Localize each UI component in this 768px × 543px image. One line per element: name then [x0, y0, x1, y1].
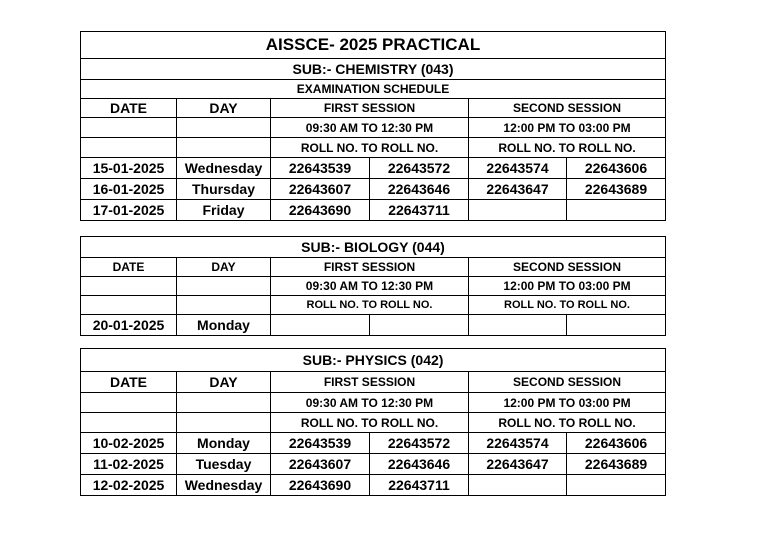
second-session-from-cell: 22643647 — [469, 454, 567, 475]
empty-cell — [81, 393, 177, 413]
physics-subject-title: SUB:- PHYSICS (042) — [81, 349, 666, 372]
date-cell: 20-01-2025 — [81, 315, 177, 336]
day-cell: Friday — [177, 200, 271, 221]
empty-cell — [81, 277, 177, 296]
second-session-to-cell: 22643689 — [567, 454, 666, 475]
first-session-from-cell: 22643607 — [271, 454, 370, 475]
first-session-from-cell: 22643607 — [271, 179, 370, 200]
first-session-header: FIRST SESSION — [271, 258, 469, 277]
empty-cell — [177, 118, 271, 138]
first-session-from-cell: 22643539 — [271, 158, 370, 179]
first-session-time: 09:30 AM TO 12:30 PM — [271, 118, 469, 138]
second-session-header: SECOND SESSION — [469, 99, 666, 118]
second-session-to-cell — [567, 475, 666, 496]
date-cell: 11-02-2025 — [81, 454, 177, 475]
table-row — [81, 454, 666, 475]
physics-schedule-table — [80, 348, 666, 496]
table-row — [81, 179, 666, 200]
second-session-to-cell: 22643606 — [567, 433, 666, 454]
date-header: DATE — [81, 372, 177, 393]
first-session-from-cell: 22643539 — [271, 433, 370, 454]
day-header: DAY — [177, 99, 271, 118]
chemistry-schedule-table — [80, 31, 666, 221]
empty-cell — [177, 296, 271, 315]
second-session-roll-label: ROLL NO. TO ROLL NO. — [469, 138, 666, 158]
date-header: DATE — [81, 258, 177, 277]
empty-cell — [81, 413, 177, 433]
empty-cell — [177, 277, 271, 296]
date-cell: 12-02-2025 — [81, 475, 177, 496]
first-session-from-cell — [271, 315, 370, 336]
date-cell: 17-01-2025 — [81, 200, 177, 221]
first-session-to-cell: 22643711 — [370, 475, 469, 496]
table-row — [81, 158, 666, 179]
first-session-roll-label: ROLL NO. TO ROLL NO. — [271, 296, 469, 315]
date-header: DATE — [81, 99, 177, 118]
schedule-label: EXAMINATION SCHEDULE — [81, 80, 666, 99]
second-session-to-cell — [567, 315, 666, 336]
second-session-from-cell — [469, 475, 567, 496]
empty-cell — [81, 138, 177, 158]
first-session-to-cell: 22643572 — [370, 433, 469, 454]
day-cell: Monday — [177, 315, 271, 336]
first-session-to-cell: 22643646 — [370, 454, 469, 475]
day-header: DAY — [177, 258, 271, 277]
first-session-time: 09:30 AM TO 12:30 PM — [271, 277, 469, 296]
table-row — [81, 200, 666, 221]
first-session-to-cell: 22643572 — [370, 158, 469, 179]
first-session-header: FIRST SESSION — [271, 99, 469, 118]
second-session-roll-label: ROLL NO. TO ROLL NO. — [469, 413, 666, 433]
second-session-header: SECOND SESSION — [469, 372, 666, 393]
table-row — [81, 433, 666, 454]
day-cell: Wednesday — [177, 158, 271, 179]
second-session-from-cell — [469, 315, 567, 336]
chemistry-subject-title: SUB:- CHEMISTRY (043) — [81, 59, 666, 80]
first-session-from-cell: 22643690 — [271, 200, 370, 221]
date-cell: 10-02-2025 — [81, 433, 177, 454]
second-session-to-cell — [567, 200, 666, 221]
empty-cell — [177, 138, 271, 158]
empty-cell — [81, 118, 177, 138]
date-cell: 15-01-2025 — [81, 158, 177, 179]
first-session-to-cell — [370, 315, 469, 336]
day-cell: Thursday — [177, 179, 271, 200]
first-session-time: 09:30 AM TO 12:30 PM — [271, 393, 469, 413]
empty-cell — [177, 393, 271, 413]
empty-cell — [81, 296, 177, 315]
first-session-from-cell: 22643690 — [271, 475, 370, 496]
page-title: AISSCE- 2025 PRACTICAL — [81, 32, 666, 59]
first-session-to-cell: 22643646 — [370, 179, 469, 200]
second-session-to-cell: 22643689 — [567, 179, 666, 200]
first-session-header: FIRST SESSION — [271, 372, 469, 393]
day-header: DAY — [177, 372, 271, 393]
second-session-time: 12:00 PM TO 03:00 PM — [469, 277, 666, 296]
second-session-time: 12:00 PM TO 03:00 PM — [469, 393, 666, 413]
first-session-roll-label: ROLL NO. TO ROLL NO. — [271, 413, 469, 433]
second-session-from-cell: 22643574 — [469, 433, 567, 454]
day-cell: Monday — [177, 433, 271, 454]
empty-cell — [177, 413, 271, 433]
table-row — [81, 315, 666, 336]
day-cell: Tuesday — [177, 454, 271, 475]
second-session-from-cell: 22643574 — [469, 158, 567, 179]
second-session-roll-label: ROLL NO. TO ROLL NO. — [469, 296, 666, 315]
first-session-to-cell: 22643711 — [370, 200, 469, 221]
date-cell: 16-01-2025 — [81, 179, 177, 200]
second-session-from-cell — [469, 200, 567, 221]
second-session-from-cell: 22643647 — [469, 179, 567, 200]
second-session-time: 12:00 PM TO 03:00 PM — [469, 118, 666, 138]
second-session-to-cell: 22643606 — [567, 158, 666, 179]
table-row — [81, 475, 666, 496]
biology-schedule-table — [80, 236, 666, 336]
first-session-roll-label: ROLL NO. TO ROLL NO. — [271, 138, 469, 158]
biology-subject-title: SUB:- BIOLOGY (044) — [81, 237, 666, 258]
day-cell: Wednesday — [177, 475, 271, 496]
second-session-header: SECOND SESSION — [469, 258, 666, 277]
